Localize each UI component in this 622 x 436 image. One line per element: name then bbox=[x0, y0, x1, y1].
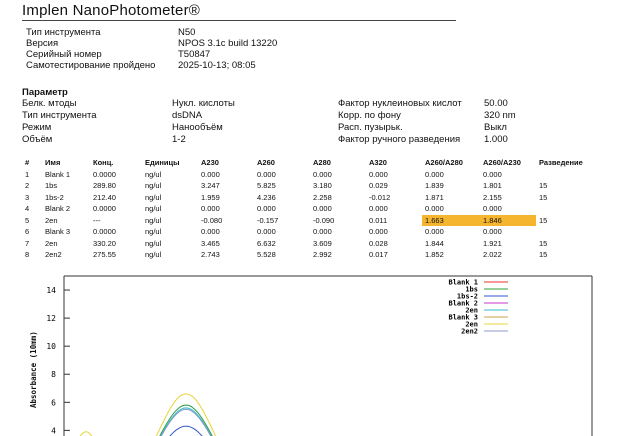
info-value: 2025-10-13; 08:05 bbox=[178, 60, 256, 71]
table-cell bbox=[536, 203, 586, 215]
table-cell: 0.000 bbox=[425, 169, 444, 179]
parameter-value: Выкл bbox=[484, 122, 507, 133]
table-cell: 0.000 bbox=[483, 204, 502, 214]
legend-label: Blank 1 bbox=[448, 278, 478, 287]
info-label: Серийный номер bbox=[26, 49, 102, 60]
column-header: # bbox=[25, 158, 30, 168]
table-cell: 0.000 bbox=[369, 204, 388, 214]
table-cell: 2.155 bbox=[483, 192, 502, 202]
table-cell: 0.0000 bbox=[93, 204, 116, 214]
table-cell: 0.000 bbox=[313, 204, 332, 214]
table-cell: 0.028 bbox=[369, 238, 388, 248]
table-row bbox=[22, 203, 586, 215]
table-cell: 5.825 bbox=[257, 181, 276, 191]
parameter-value: Нукл. кислоты bbox=[172, 98, 235, 109]
parameter-label: Фактор нуклеиновых кислот bbox=[338, 98, 462, 109]
table-cell: 0.000 bbox=[201, 204, 220, 214]
column-header: Конц. bbox=[93, 158, 114, 168]
parameter-value: Нанообъём bbox=[172, 122, 223, 133]
table-cell: 3.180 bbox=[313, 181, 332, 191]
table-cell: 15 bbox=[539, 181, 548, 191]
table-row bbox=[22, 249, 586, 261]
table-cell: ng/ul bbox=[145, 192, 162, 202]
table-cell: 0.000 bbox=[313, 227, 332, 237]
table-cell: 15 bbox=[539, 238, 548, 248]
info-value: T50847 bbox=[178, 49, 211, 60]
parameter-label: Расп. пузырьк. bbox=[338, 122, 403, 133]
table-cell: 0.000 bbox=[369, 227, 388, 237]
table-cell: 0.011 bbox=[369, 215, 388, 225]
table-cell: 0.000 bbox=[313, 169, 332, 179]
table-cell: 0.000 bbox=[483, 227, 502, 237]
table-cell: 2en bbox=[45, 238, 58, 248]
table-cell: 1bs bbox=[45, 181, 58, 191]
table-row bbox=[22, 192, 586, 204]
table-cell: 1 bbox=[25, 169, 30, 179]
legend-label: Blank 2 bbox=[448, 299, 478, 308]
results-table bbox=[22, 157, 586, 261]
legend-label: 1bs-2 bbox=[456, 292, 478, 301]
column-header: Имя bbox=[45, 158, 61, 168]
parameter-row bbox=[22, 98, 582, 110]
report-title: Implen NanoPhotometer® bbox=[22, 2, 201, 19]
table-cell: 2.258 bbox=[313, 192, 332, 202]
parameter-value: 320 nm bbox=[484, 110, 516, 121]
legend-label: 2en bbox=[465, 306, 478, 315]
info-value: N50 bbox=[178, 27, 196, 38]
parameter-row bbox=[22, 134, 582, 146]
table-cell: 1.844 bbox=[425, 238, 444, 248]
column-header: Разведение bbox=[539, 158, 583, 168]
parameter-label: Объём bbox=[22, 134, 53, 145]
table-cell: 4.236 bbox=[257, 192, 276, 202]
parameter-row bbox=[22, 122, 582, 134]
table-cell: 1.846 bbox=[480, 215, 536, 227]
chart-background bbox=[0, 268, 622, 436]
table-cell: 212.40 bbox=[93, 192, 116, 202]
table-cell: 0.000 bbox=[425, 204, 444, 214]
table-cell: 0.000 bbox=[257, 227, 276, 237]
table-cell: 6.632 bbox=[257, 238, 276, 248]
parameter-label: Тип инструмента bbox=[22, 110, 97, 121]
table-row bbox=[22, 226, 586, 238]
parameter-value: 1.000 bbox=[484, 134, 508, 145]
table-row bbox=[22, 180, 586, 192]
table-cell: 1.801 bbox=[483, 181, 502, 191]
column-header: A260 bbox=[257, 158, 275, 168]
y-tick-label: 8 bbox=[51, 370, 56, 380]
table-cell bbox=[536, 169, 586, 181]
table-cell: ng/ul bbox=[145, 181, 162, 191]
table-cell: -0.080 bbox=[201, 215, 223, 225]
legend-label: 1bs bbox=[465, 285, 478, 294]
table-cell: Blank 2 bbox=[45, 204, 71, 214]
table-cell: ng/ul bbox=[145, 215, 162, 225]
table-cell: 1.663 bbox=[422, 215, 480, 227]
table-cell: --- bbox=[93, 215, 101, 225]
absorbance-chart bbox=[0, 268, 622, 436]
parameter-row bbox=[22, 110, 582, 122]
column-header: A260/A230 bbox=[483, 158, 521, 168]
table-cell: 275.55 bbox=[93, 250, 116, 260]
y-tick-label: 14 bbox=[46, 286, 56, 296]
table-cell: 0.029 bbox=[369, 181, 388, 191]
y-tick-label: 4 bbox=[51, 426, 56, 436]
table-cell: 2en bbox=[45, 215, 58, 225]
table-cell: ng/ul bbox=[145, 204, 162, 214]
table-cell: 1.852 bbox=[425, 250, 444, 260]
table-cell: 0.000 bbox=[257, 204, 276, 214]
parameter-label: Режим bbox=[22, 122, 52, 133]
table-cell: 2en2 bbox=[45, 250, 62, 260]
info-label: Версия bbox=[26, 38, 59, 49]
legend-label: Blank 3 bbox=[448, 313, 478, 322]
table-cell: 7 bbox=[25, 238, 30, 248]
column-header: A320 bbox=[369, 158, 387, 168]
table-cell: 15 bbox=[539, 215, 548, 225]
table-cell: 3.247 bbox=[201, 181, 220, 191]
title-divider bbox=[22, 20, 456, 21]
column-header: Единицы bbox=[145, 158, 180, 168]
table-cell: 330.20 bbox=[93, 238, 116, 248]
table-cell: ng/ul bbox=[145, 227, 162, 237]
table-cell: ng/ul bbox=[145, 250, 162, 260]
column-header: A280 bbox=[313, 158, 331, 168]
table-cell: -0.157 bbox=[257, 215, 279, 225]
table-cell: 0.000 bbox=[257, 169, 276, 179]
table-cell: 1.921 bbox=[483, 238, 502, 248]
table-cell: 0.0000 bbox=[93, 227, 116, 237]
table-cell: 1.959 bbox=[201, 192, 220, 202]
table-cell: ng/ul bbox=[145, 238, 162, 248]
y-tick-label: 12 bbox=[46, 314, 56, 324]
table-cell: 2 bbox=[25, 181, 30, 191]
parameters-title: Параметр bbox=[22, 87, 68, 98]
table-cell bbox=[536, 226, 586, 238]
table-cell: 2.022 bbox=[483, 250, 502, 260]
y-axis-label: Absorbance (10mm) bbox=[29, 331, 38, 408]
table-cell: 1.839 bbox=[425, 181, 444, 191]
info-label: Самотестирование пройдено bbox=[26, 60, 156, 71]
table-cell: 289.80 bbox=[93, 181, 116, 191]
table-cell: 0.000 bbox=[483, 169, 502, 179]
table-cell: 1bs-2 bbox=[45, 192, 64, 202]
table-cell: 0.000 bbox=[201, 169, 220, 179]
column-header: A230 bbox=[201, 158, 219, 168]
table-row bbox=[22, 215, 586, 227]
table-cell: 3.609 bbox=[313, 238, 332, 248]
table-cell: 0.017 bbox=[369, 250, 388, 260]
table-row bbox=[22, 238, 586, 250]
table-cell: 3.465 bbox=[201, 238, 220, 248]
parameter-label: Корр. по фону bbox=[338, 110, 401, 121]
table-cell: -0.090 bbox=[313, 215, 335, 225]
table-cell: 2.992 bbox=[313, 250, 332, 260]
table-cell: -0.012 bbox=[369, 192, 391, 202]
table-cell: 5.528 bbox=[257, 250, 276, 260]
table-cell: 1.871 bbox=[425, 192, 444, 202]
table-cell: 5 bbox=[25, 215, 30, 225]
table-cell: Blank 1 bbox=[45, 169, 71, 179]
parameter-value: 50.00 bbox=[484, 98, 508, 109]
parameter-value: dsDNA bbox=[172, 110, 203, 121]
parameter-label: Белк. мтоды bbox=[22, 98, 77, 109]
table-cell: 6 bbox=[25, 227, 30, 237]
info-value: NPOS 3.1c build 13220 bbox=[178, 38, 278, 49]
table-cell: 15 bbox=[539, 192, 548, 202]
y-tick-label: 10 bbox=[46, 342, 56, 352]
table-cell: ng/ul bbox=[145, 169, 162, 179]
table-cell: 2.743 bbox=[201, 250, 220, 260]
parameter-label: Фактор ручного разведения bbox=[338, 134, 461, 145]
table-cell: 3 bbox=[25, 192, 30, 202]
column-header: A260/A280 bbox=[425, 158, 463, 168]
table-header-row bbox=[22, 157, 586, 169]
legend-label: 2en bbox=[465, 320, 478, 329]
table-row bbox=[22, 169, 586, 181]
parameter-value: 1-2 bbox=[172, 134, 186, 145]
table-cell: Blank 3 bbox=[45, 227, 71, 237]
table-cell: 0.000 bbox=[201, 227, 220, 237]
table-cell: 0.0000 bbox=[93, 169, 116, 179]
y-tick-label: 6 bbox=[51, 398, 56, 408]
info-label: Тип инструмента bbox=[26, 27, 101, 38]
legend-label: 2en2 bbox=[461, 327, 478, 336]
table-cell: 0.000 bbox=[369, 169, 388, 179]
table-cell: 0.000 bbox=[425, 227, 444, 237]
table-cell: 4 bbox=[25, 204, 30, 214]
table-cell: 15 bbox=[539, 250, 548, 260]
table-cell: 8 bbox=[25, 250, 30, 260]
